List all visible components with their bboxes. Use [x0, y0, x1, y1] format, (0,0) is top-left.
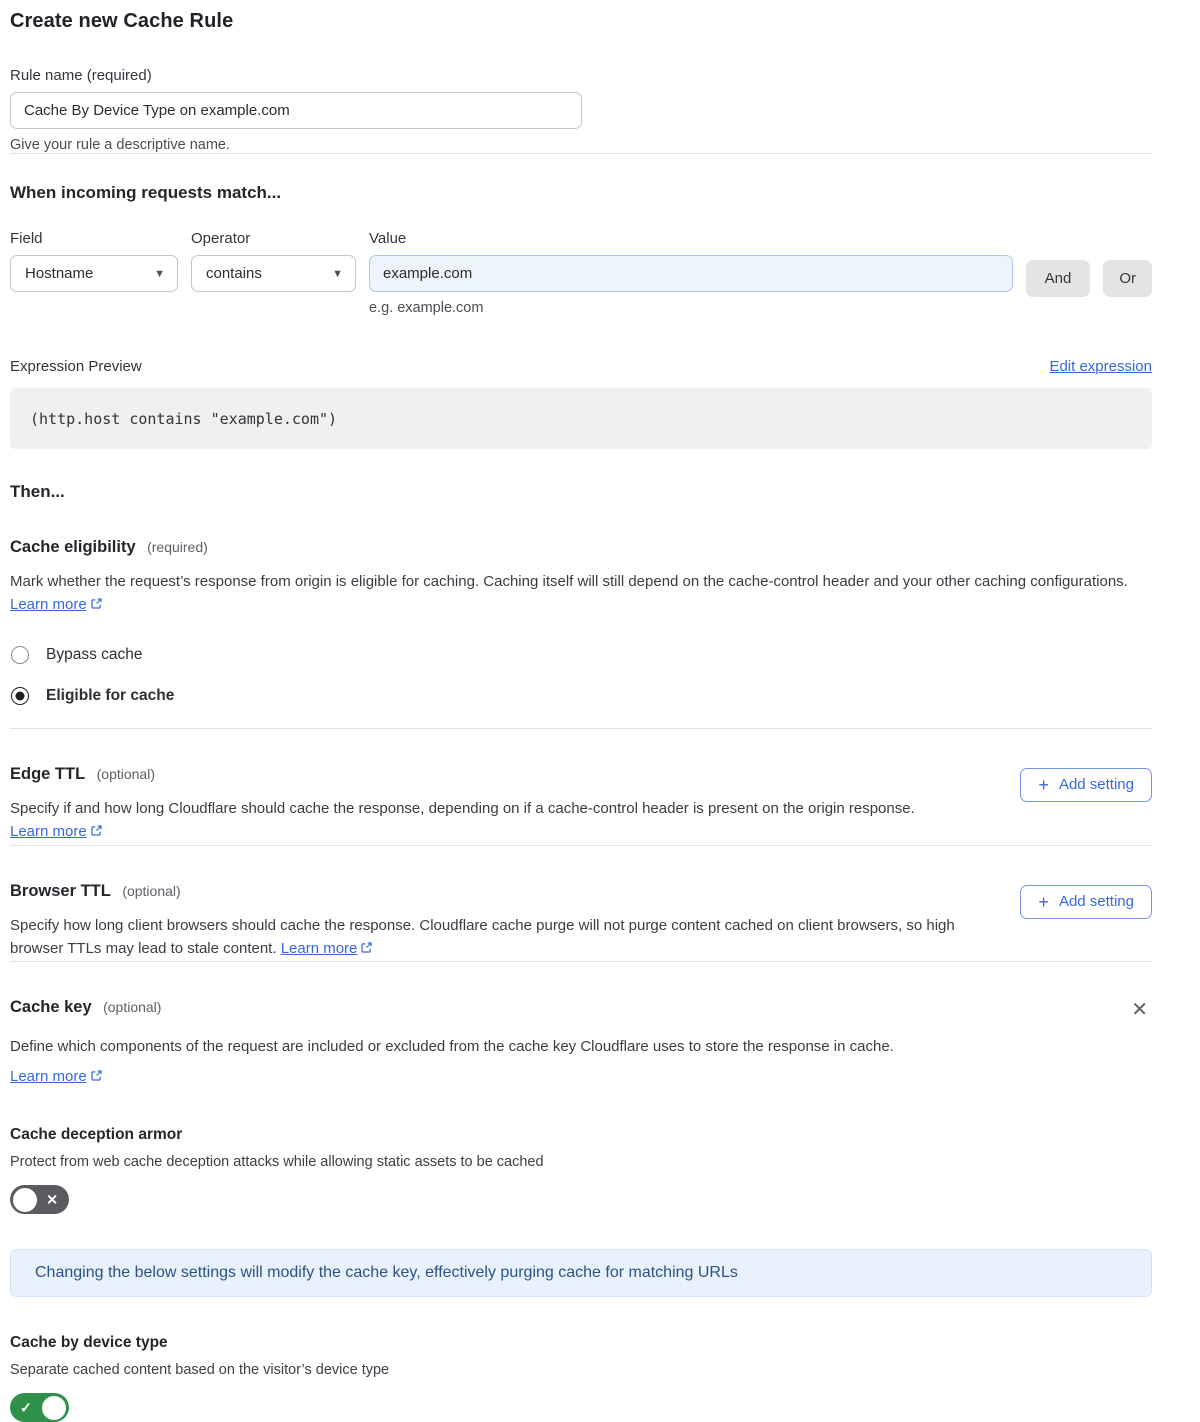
radio-icon: [11, 646, 29, 664]
toggle-knob: [13, 1188, 37, 1212]
close-icon[interactable]: ✕: [1127, 998, 1152, 1022]
cache-eligibility-section: [10, 538, 1152, 705]
and-button[interactable]: And: [1026, 260, 1091, 297]
cache-deception-armor-description: Protect from web cache deception attacks while allowing static assets to be cached: [10, 1154, 544, 1171]
browser-ttl-description: Specify how long client browsers should cache the response. Cloudflare cache purge will not purge content cached on client browsers, so high browser TTLs may lead to stale content. Learn more: [10, 914, 980, 962]
value-label: Value: [369, 230, 407, 247]
cache-key-description: Define which components of the request are included or excluded from the cache key Cloudflare uses to store the response in cache.: [10, 1038, 894, 1056]
browser-ttl-add-setting-button[interactable]: + Add setting: [1020, 885, 1152, 919]
value-help: e.g. example.com: [369, 300, 484, 316]
bypass-cache-radio[interactable]: Bypass cache: [10, 646, 1152, 664]
required-badge: (required): [147, 539, 208, 555]
external-link-icon: [90, 1066, 103, 1089]
external-link-icon: [90, 821, 103, 844]
then-heading: Then...: [10, 482, 65, 501]
plus-icon: +: [1038, 774, 1049, 795]
plus-icon: +: [1038, 891, 1049, 912]
operator-select[interactable]: [191, 255, 356, 292]
cache-by-device-type-title: Cache by device type: [10, 1334, 168, 1352]
value-column: [369, 230, 1013, 316]
rule-name-help: Give your rule a descriptive name.: [10, 137, 231, 153]
cache-eligibility-title: Cache eligibility: [10, 538, 136, 556]
external-link-icon: [360, 938, 373, 961]
expression-preview-label: Expression Preview: [10, 358, 142, 375]
cache-deception-armor-group: [10, 1126, 1152, 1214]
field-column: [10, 230, 178, 292]
radio-icon: [11, 687, 29, 705]
chevron-down-icon: ▼: [332, 267, 343, 280]
cache-eligibility-options: [10, 646, 1152, 705]
browser-ttl-title: Browser TTL: [10, 881, 111, 900]
or-button[interactable]: Or: [1103, 260, 1152, 297]
value-input[interactable]: [369, 255, 1013, 292]
operator-label: Operator: [191, 230, 251, 247]
optional-badge: (optional): [103, 999, 162, 1016]
toggle-knob: [42, 1396, 66, 1420]
rule-name-group: [10, 67, 1152, 153]
field-select-value: Hostname: [25, 265, 94, 282]
expression-code: (http.host contains "example.com"): [30, 409, 338, 428]
match-condition-row: [10, 230, 1152, 316]
cache-key-warning-banner: Changing the below settings will modify the cache key, effectively purging cache for matching URLs: [10, 1249, 1152, 1297]
divider: [10, 728, 1152, 729]
cache-deception-armor-toggle[interactable]: [10, 1185, 69, 1214]
optional-badge: (optional): [122, 882, 181, 899]
edge-ttl-title: Edge TTL: [10, 764, 86, 783]
check-icon: ✓: [20, 1399, 32, 1416]
match-heading: When incoming requests match...: [10, 183, 282, 202]
eligible-for-cache-radio[interactable]: Eligible for cache: [10, 687, 1152, 705]
expression-preview-box: [10, 388, 1152, 449]
cache-eligibility-description: Mark whether the request’s response from origin is eligible for caching. Caching itself will still depend on the cache-control header and your other caching configurations. Learn more: [10, 570, 1130, 618]
field-select[interactable]: [10, 255, 178, 292]
edge-ttl-section: [10, 765, 1152, 845]
operator-select-value: contains: [206, 265, 262, 282]
cache-key-section: [10, 998, 1152, 1422]
optional-badge: (optional): [96, 765, 155, 782]
x-icon: ✕: [46, 1191, 58, 1208]
divider: [10, 153, 1152, 154]
cache-deception-armor-title: Cache deception armor: [10, 1126, 183, 1144]
cache-by-device-type-toggle[interactable]: [10, 1393, 69, 1422]
chevron-down-icon: ▼: [154, 267, 165, 280]
learn-more-link[interactable]: Learn more: [10, 823, 103, 840]
expression-header: [10, 358, 1152, 375]
page-title: Create new Cache Rule: [10, 10, 234, 32]
cache-key-title: Cache key: [10, 998, 92, 1017]
learn-more-link[interactable]: Learn more: [10, 1068, 103, 1085]
operator-column: [191, 230, 356, 292]
edge-ttl-description: Specify if and how long Cloudflare should cache the response, depending on if a cache-control header is present on the origin response. Learn more: [10, 797, 980, 845]
external-link-icon: [90, 594, 103, 617]
cache-by-device-type-group: [10, 1334, 1152, 1422]
learn-more-link[interactable]: Learn more: [10, 596, 103, 613]
rule-name-input[interactable]: [10, 92, 582, 129]
divider: [10, 845, 1152, 846]
rule-name-label: Rule name (required): [10, 67, 152, 84]
field-label: Field: [10, 230, 43, 247]
browser-ttl-section: [10, 882, 1152, 962]
learn-more-link[interactable]: Learn more: [281, 940, 374, 957]
divider: [10, 961, 1152, 962]
edit-expression-link[interactable]: Edit expression: [1049, 358, 1152, 375]
cache-by-device-type-description: Separate cached content based on the visitor’s device type: [10, 1362, 390, 1379]
create-cache-rule-page: [10, 0, 1152, 1422]
edge-ttl-add-setting-button[interactable]: + Add setting: [1020, 768, 1152, 802]
